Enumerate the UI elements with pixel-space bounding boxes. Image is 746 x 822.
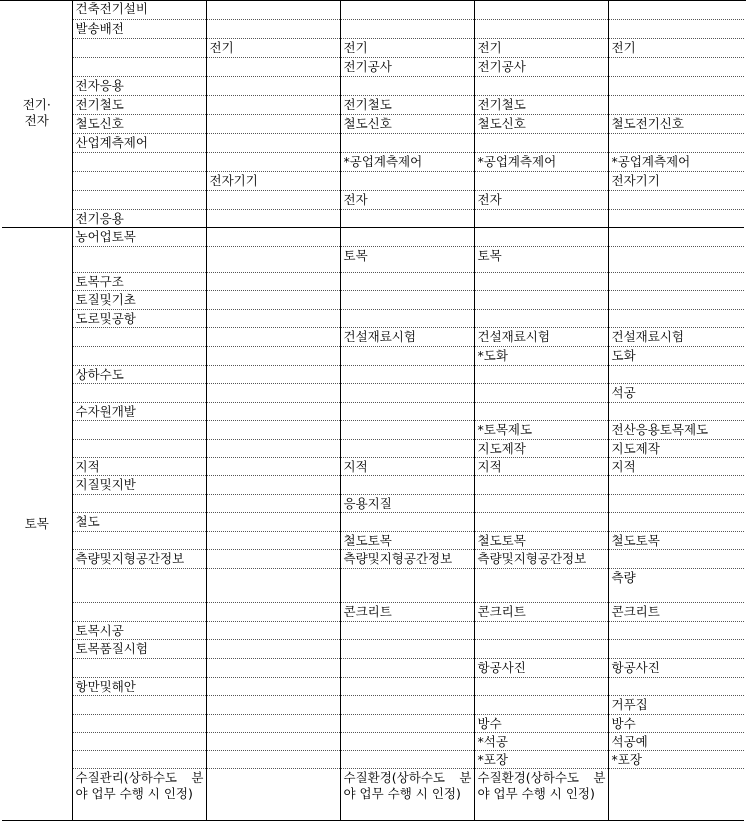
table-cell: [340, 346, 474, 365]
table-row: [2, 457, 744, 475]
table-cell: 항공사진: [474, 658, 608, 677]
table-cell: [474, 365, 608, 383]
table-cell: 철도토목: [608, 531, 744, 549]
table-cell: [206, 327, 340, 346]
table-cell: [72, 714, 206, 732]
table-cell: [608, 19, 744, 38]
table-cell: [206, 152, 340, 171]
table-cell: [608, 133, 744, 152]
table-cell: [206, 190, 340, 209]
table-row: [2, 114, 744, 133]
table-cell: [206, 475, 340, 494]
table-cell: 방수: [608, 714, 744, 732]
table-row: [2, 732, 744, 750]
table-cell: [474, 76, 608, 95]
table-cell: 철도토목: [340, 531, 474, 549]
table-cell: [340, 227, 474, 246]
table-cell: [608, 290, 744, 309]
table-cell: 지적: [72, 457, 206, 475]
table-cell: [340, 76, 474, 95]
table-cell: 지도제작: [608, 439, 744, 457]
table-cell: [608, 365, 744, 383]
table-cell: 토목: [474, 246, 608, 272]
table-cell: [340, 19, 474, 38]
table-cell: 수자원개발: [72, 402, 206, 420]
table-cell: [474, 383, 608, 402]
table-cell: [340, 732, 474, 750]
table-row: [2, 272, 744, 290]
table-cell: [206, 309, 340, 327]
table-cell: [72, 190, 206, 209]
table-cell: [206, 732, 340, 750]
table-cell: [206, 365, 340, 383]
table-cell: 전기공사: [340, 57, 474, 76]
table-cell: [340, 621, 474, 639]
table-cell: [206, 19, 340, 38]
table-cell: [340, 209, 474, 227]
table-row: [2, 227, 744, 246]
table-row: [2, 677, 744, 695]
table-cell: [474, 402, 608, 420]
table-cell: 측량및지형공간정보: [72, 549, 206, 568]
table-cell: [206, 512, 340, 531]
table-cell: [206, 420, 340, 439]
table-cell: [474, 695, 608, 714]
table-cell: [474, 209, 608, 227]
table-cell: [474, 309, 608, 327]
table-cell: [474, 171, 608, 190]
table-cell: *포장: [608, 750, 744, 768]
table-cell: [72, 383, 206, 402]
table-cell: 지적: [340, 457, 474, 475]
table-cell: 도화: [608, 346, 744, 365]
table-row: [2, 568, 744, 602]
table-cell: 방수: [474, 714, 608, 732]
table-cell: [608, 272, 744, 290]
table-row: [2, 621, 744, 639]
table-cell: *도화: [474, 346, 608, 365]
table-cell: 도로및공항: [72, 309, 206, 327]
table-cell: [72, 57, 206, 76]
table-cell: [340, 439, 474, 457]
table-cell: [608, 190, 744, 209]
table-row: [2, 246, 744, 272]
table-cell: [206, 227, 340, 246]
table-row: [2, 714, 744, 732]
table-cell: 상하수도: [72, 365, 206, 383]
table-cell: 토질및기초: [72, 290, 206, 309]
table-cell: [206, 383, 340, 402]
table-cell: [72, 750, 206, 768]
table-cell: [340, 365, 474, 383]
table-cell: 측량및지형공간정보: [474, 549, 608, 568]
table-row: [2, 439, 744, 457]
table-cell: [72, 732, 206, 750]
table-cell: [72, 531, 206, 549]
table-cell: 토목품질시험: [72, 639, 206, 658]
table-body: [2, 0, 744, 820]
table-cell: [206, 639, 340, 658]
table-cell: 철도: [72, 512, 206, 531]
table-cell: 철도신호: [474, 114, 608, 133]
table-cell: [206, 494, 340, 512]
table-cell: 응용지질: [340, 494, 474, 512]
table-row: [2, 695, 744, 714]
table-cell: [206, 677, 340, 695]
table-cell: 수질환경(상하수도 분야 업무 수행 시 인정): [340, 768, 474, 820]
table-cell: [474, 475, 608, 494]
table-cell: 항만및해안: [72, 677, 206, 695]
table-cell: 콘크리트: [474, 602, 608, 621]
table-cell: 농어업토목: [72, 227, 206, 246]
table-cell: [206, 768, 340, 820]
table-cell: 항공사진: [608, 658, 744, 677]
table-cell: 철도토목: [474, 531, 608, 549]
table-cell: [206, 439, 340, 457]
table-cell: *공업계측제어: [474, 152, 608, 171]
table-row: [2, 365, 744, 383]
table-cell: [474, 272, 608, 290]
table-cell: 전기: [340, 38, 474, 57]
table-cell: [340, 272, 474, 290]
table-cell: [608, 512, 744, 531]
table-row: [2, 133, 744, 152]
table-cell: 전산응용토목제도: [608, 420, 744, 439]
table-row: [2, 475, 744, 494]
table-row: [2, 402, 744, 420]
table-cell: [474, 677, 608, 695]
table-cell: [206, 57, 340, 76]
table-cell: 지질및지반: [72, 475, 206, 494]
table-cell: [206, 272, 340, 290]
table-cell: 석공예: [608, 732, 744, 750]
table-cell: 전기: [474, 38, 608, 57]
table-cell: [340, 402, 474, 420]
table-row: [2, 190, 744, 209]
table-row: [2, 76, 744, 95]
table-cell: [474, 568, 608, 602]
table-cell: [206, 549, 340, 568]
table-cell: 전기: [608, 38, 744, 57]
table-row: [2, 327, 744, 346]
table-cell: [340, 658, 474, 677]
table-cell: [340, 568, 474, 602]
table-cell: *석공: [474, 732, 608, 750]
table-row: [2, 309, 744, 327]
table-row: [2, 658, 744, 677]
table-row: [2, 171, 744, 190]
table-cell: 전기철도: [72, 95, 206, 114]
table-cell: [474, 494, 608, 512]
table-cell: 전자응용: [72, 76, 206, 95]
table-cell: [474, 290, 608, 309]
table-cell: [72, 439, 206, 457]
table-row: [2, 420, 744, 439]
table-cell: [206, 750, 340, 768]
table-cell: [340, 695, 474, 714]
table-cell: [340, 639, 474, 658]
table-cell: [206, 246, 340, 272]
table-cell: 발송배전: [72, 19, 206, 38]
table-cell: [608, 621, 744, 639]
table-row: [2, 494, 744, 512]
table-row: [2, 152, 744, 171]
table-cell: [206, 290, 340, 309]
table-cell: [72, 171, 206, 190]
table-cell: [72, 568, 206, 602]
table-cell: [72, 494, 206, 512]
table-cell: [340, 0, 474, 19]
table-cell: [608, 549, 744, 568]
section-label: 전기· 전자: [2, 0, 72, 227]
table-row: [2, 549, 744, 568]
table-cell: 철도신호: [72, 114, 206, 133]
table-cell: [608, 475, 744, 494]
table-cell: [474, 0, 608, 19]
table-cell: 전자: [474, 190, 608, 209]
table-cell: 토목구조: [72, 272, 206, 290]
table-cell: [608, 246, 744, 272]
table-cell: 콘크리트: [340, 602, 474, 621]
table-row: [2, 209, 744, 227]
table-cell: [72, 602, 206, 621]
table-cell: [72, 346, 206, 365]
table-row: [2, 768, 744, 820]
table-cell: [72, 38, 206, 57]
table-row: [2, 602, 744, 621]
table-row: [2, 512, 744, 531]
table-cell: [206, 695, 340, 714]
table-cell: [206, 95, 340, 114]
table-cell: [72, 152, 206, 171]
table-cell: [340, 512, 474, 531]
table-cell: [206, 568, 340, 602]
table-cell: 전기공사: [474, 57, 608, 76]
table-cell: [608, 209, 744, 227]
table-cell: [474, 512, 608, 531]
table-cell: 건설재료시험: [474, 327, 608, 346]
table-cell: [206, 457, 340, 475]
table-cell: [340, 714, 474, 732]
table-cell: [206, 0, 340, 19]
table-cell: [206, 346, 340, 365]
table-cell: 토목: [340, 246, 474, 272]
table-cell: 지도제작: [474, 439, 608, 457]
section-label: 토목: [2, 227, 72, 820]
table-cell: 토목시공: [72, 621, 206, 639]
table-cell: [474, 19, 608, 38]
table-cell: *공업계측제어: [608, 152, 744, 171]
table-cell: [206, 114, 340, 133]
table-cell: [206, 76, 340, 95]
table-cell: [474, 621, 608, 639]
table-cell: 건설재료시험: [608, 327, 744, 346]
table-cell: 측량: [608, 568, 744, 602]
table-row: [2, 290, 744, 309]
table-cell: 전기철도: [340, 95, 474, 114]
table-cell: [340, 475, 474, 494]
table-cell: [72, 420, 206, 439]
table-cell: [608, 227, 744, 246]
table-cell: [474, 133, 608, 152]
table-cell: 석공: [608, 383, 744, 402]
table-cell: 산업계측제어: [72, 133, 206, 152]
table-cell: 수질관리(상하수도 분야 업무 수행 시 인정): [72, 768, 206, 820]
table-cell: [608, 639, 744, 658]
table-cell: [608, 76, 744, 95]
table-cell: 철도전기신호: [608, 114, 744, 133]
table-cell: 전기: [206, 38, 340, 57]
table-cell: [608, 768, 744, 820]
table-cell: [206, 402, 340, 420]
table-row: [2, 95, 744, 114]
table-cell: 거푸집: [608, 695, 744, 714]
table-cell: 전자기기: [206, 171, 340, 190]
table-cell: [340, 309, 474, 327]
table-cell: 건설재료시험: [340, 327, 474, 346]
table-cell: [206, 658, 340, 677]
table-cell: 콘크리트: [608, 602, 744, 621]
table-cell: [340, 750, 474, 768]
table-cell: [340, 133, 474, 152]
table-cell: [340, 383, 474, 402]
table-cell: 철도신호: [340, 114, 474, 133]
table-cell: 지적: [608, 457, 744, 475]
table-cell: [206, 133, 340, 152]
table-cell: [608, 309, 744, 327]
table-cell: [608, 95, 744, 114]
table-cell: [340, 420, 474, 439]
table-cell: [608, 677, 744, 695]
table-cell: 전자기기: [608, 171, 744, 190]
table-row: [2, 19, 744, 38]
table-cell: 수질환경(상하수도 분야 업무 수행 시 인정): [474, 768, 608, 820]
table-cell: [340, 290, 474, 309]
table-cell: 지적: [474, 457, 608, 475]
table-cell: [608, 494, 744, 512]
table-cell: 건축전기설비: [72, 0, 206, 19]
table-row: [2, 57, 744, 76]
table-row: [2, 38, 744, 57]
table-cell: *토목제도: [474, 420, 608, 439]
table-cell: [206, 602, 340, 621]
table-cell: [206, 714, 340, 732]
table-cell: [608, 402, 744, 420]
table-cell: [206, 531, 340, 549]
table-cell: [608, 0, 744, 19]
table-cell: 전자: [340, 190, 474, 209]
table-cell: 전기응용: [72, 209, 206, 227]
qualification-table: [2, 0, 744, 821]
table-cell: [72, 695, 206, 714]
table-row: [2, 639, 744, 658]
table-row: [2, 531, 744, 549]
table-cell: [206, 209, 340, 227]
table-cell: *공업계측제어: [340, 152, 474, 171]
table-cell: [72, 246, 206, 272]
table-cell: 전기철도: [474, 95, 608, 114]
table-cell: [340, 171, 474, 190]
table-cell: [340, 677, 474, 695]
table-cell: [72, 658, 206, 677]
table-cell: [474, 227, 608, 246]
table-cell: 측량및지형공간정보: [340, 549, 474, 568]
table-row: [2, 346, 744, 365]
table-row: [2, 383, 744, 402]
table-cell: *포장: [474, 750, 608, 768]
table-cell: [72, 327, 206, 346]
table-cell: [608, 57, 744, 76]
table-row: [2, 0, 744, 19]
table-cell: [474, 639, 608, 658]
table-row: [2, 750, 744, 768]
table-cell: [206, 621, 340, 639]
